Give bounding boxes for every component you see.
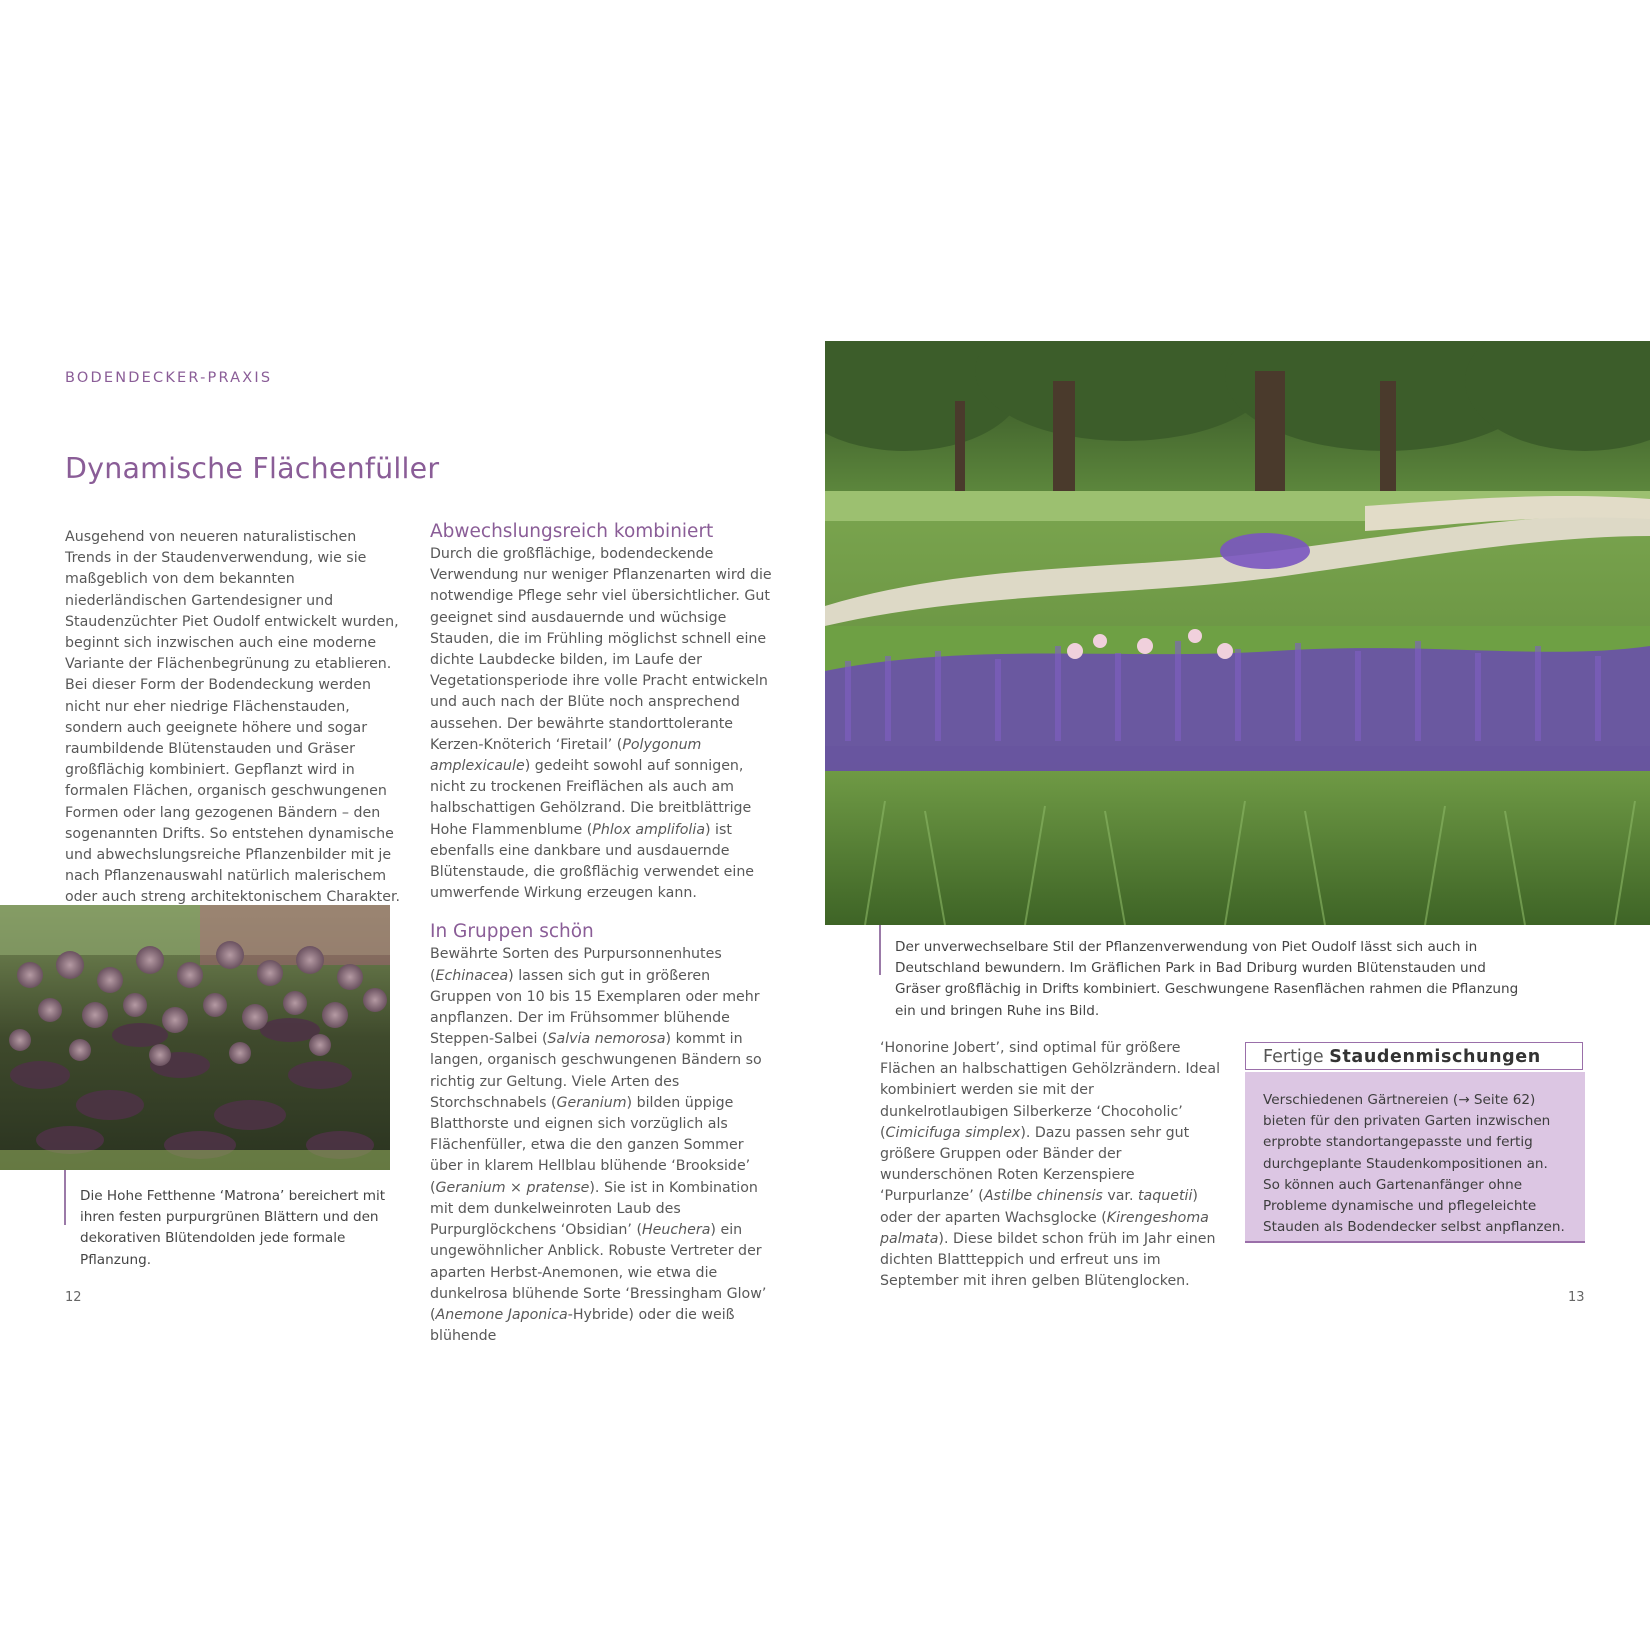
caption-rule-left bbox=[64, 1170, 66, 1225]
caption-rule-right bbox=[879, 925, 881, 975]
column-1 bbox=[65, 527, 405, 909]
caption-right: Der unverwechselbare Stil der Pflanzenverwendung von Piet Oudolf lässt sich auch in Deutschland bewundern. Im Gräflichen Park in Bad Driburg wurden Blütenstauden und Gräser großflächig in Drifts kombiniert. Geschwungene Rasenflächen rahmen die Pflanzung ein und bringen Ruhe ins Bild. bbox=[895, 939, 1519, 1019]
page-number-right: 13 bbox=[1568, 1290, 1585, 1305]
info-box-heading: Fertige Staudenmischungen bbox=[1245, 1042, 1583, 1070]
park-photo bbox=[825, 341, 1650, 925]
paragraph-continuation: ‘Honorine Jobert’, sind optimal für größere Flächen an halbschattigen Gehölzrändern. Ideal kombiniert werden sie mit der dunkelrotlaubigen Silberkerze ‘Chocoholic’ (Cimicifuga simplex). Dazu passen sehr gut größere Gruppen oder Bänder der wunderschönen Roten Kerzenspiere ‘Purpurlanze’ (Astilbe chinensis var. taquetii) oder der aparten Wachsglocke (Kirengeshoma palmata). Diese bildet schon früh im Jahr einen dichten Blattteppich und erfreut uns im September mit ihren gelben Blütenglocken. bbox=[880, 1040, 1221, 1290]
intro-paragraph: Ausgehend von neueren naturalistischen Trends in der Staudenverwendung, wie sie maßgeblich von dem bekannten niederländischen Gartendesigner und Staudenzüchter Piet Oudolf entwickelt wurden, beginnt sich inzwischen auch eine moderne Variante der Flächenbegrünung zu etablieren. Bei dieser Form der Bodendeckung werden nicht nur eher niedrige Flächenstauden, sondern auch geeignete höhere und sogar raumbildende Blütenstauden und Gräser großflächig kombiniert. Gepflanzt wird in formalen Flächen, organisch geschwungenen Formen oder lang gezogenen Bändern – den sogenannten Drifts. So entstehen dynamische und abwechslungsreiche Pflanzenbilder mit je nach Pflanzenauswahl natürlich malerischem oder auch streng architektonischem Charakter. bbox=[65, 529, 400, 906]
info-box-body: Verschiedenen Gärtnereien (→ Seite 62) bieten für den privaten Garten inzwischen erprobte standortangepasste und fertig durchgeplante Staudenkompositionen an. So können auch Gartenanfänger ohne Probleme dynamische und pflegeleichte Stauden als Bodendecker selbst anpflanzen. bbox=[1245, 1072, 1585, 1243]
heading-gruppen: In Gruppen schön bbox=[430, 921, 594, 943]
heading-abwechslungsreich: Abwechslungsreich kombiniert bbox=[430, 521, 714, 542]
page-title: Dynamische Flächenfüller bbox=[65, 452, 440, 485]
section-eyebrow: BODENDECKER-PRAXIS bbox=[65, 370, 273, 386]
sedum-photo bbox=[0, 905, 390, 1170]
column-3 bbox=[880, 1038, 1225, 1292]
column-2 bbox=[430, 520, 773, 1347]
caption-left: Die Hohe Fetthenne ‘Matrona’ bereichert mit ihren festen purpurgrünen Blättern und den dekorativen Blütendolden jede formale Pflanzung. bbox=[80, 1188, 386, 1268]
page-number-left: 12 bbox=[65, 1290, 82, 1305]
paragraph-abwechslungsreich: Durch die großflächige, bodendeckende Verwendung nur weniger Pflanzenarten wird die notwendige Pflege sehr viel übersichtlicher. Gut geeignet sind ausdauernde und wüchsige Stauden, die im Frühling möglichst schnell eine dichte Laubdecke bilden, im Laufe der Vegetationsperiode ihre volle Pracht entwickeln und auch nach der Blüte noch ansprechend aussehen. Der bewährte standorttolerante Kerzen-Knöterich ‘Firetail’ (Polygonum amplexicaule) gedeiht sowohl auf sonnigen, nicht zu trockenen Freiflächen als auch am halbschattigen Gehölzrand. Die breitblättrige Hohe Flammenblume (Phlox amplifolia) ist ebenfalls eine dankbare und ausdauernde Blütenstaude, die großflächig verwendet eine umwerfende Wirkung erzeugen kann. bbox=[430, 546, 772, 902]
paragraph-gruppen: Bewährte Sorten des Purpursonnenhutes (Echinacea) lassen sich gut in größeren Gruppen von 10 bis 15 Exemplaren oder mehr anpflanzen. Der im Frühsommer blühende Steppen-Salbei (Salvia nemorosa) kommt in langen, organisch geschwungenen Bändern so richtig zur Geltung. Viele Arten des Storchschnabels (Geranium) bilden üppige Blatthorste und eignen sich vorzüglich als Flächenfüller, etwa die den ganzen Sommer über in klarem Hellblau blühende ‘Brookside’ (Geranium × pratense). Sie ist in Kombination mit dem dunkelweinroten Laub des Purpurglöckchens ‘Obsidian’ (Heuchera) ein ungewöhnlicher Anblick. Robuste Vertreter der aparten Herbst-Anemonen, wie etwa die dunkelrosa blühende Sorte ‘Bressingham Glow’ (Anemone Japonica-Hybride) oder die weiß blühende bbox=[430, 946, 767, 1345]
